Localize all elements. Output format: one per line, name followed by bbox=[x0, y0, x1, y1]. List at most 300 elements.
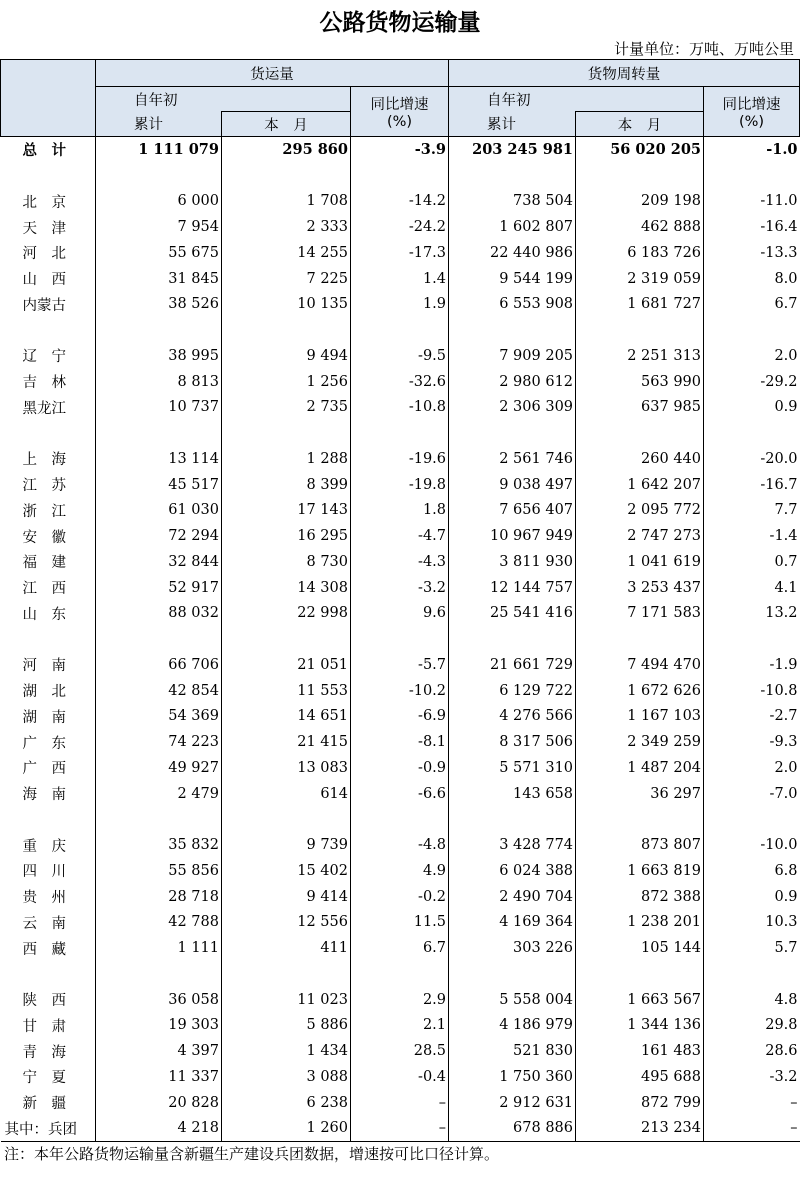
turnover-yoy-cell: -16.4 bbox=[704, 214, 800, 240]
turnover-month-cell: 563 990 bbox=[576, 369, 704, 395]
spacer-cell bbox=[1, 961, 96, 987]
volume-yoy-cell: -4.8 bbox=[351, 832, 449, 858]
turnover-yoy-cell: 0.9 bbox=[704, 884, 800, 910]
volume-month-cell: 1 256 bbox=[222, 369, 351, 395]
table-row bbox=[1, 858, 800, 884]
turnover-yoy-cell: 0.9 bbox=[704, 395, 800, 421]
spacer-cell bbox=[449, 626, 576, 652]
turnover-month-cell: 1 167 103 bbox=[576, 704, 704, 730]
table-body bbox=[1, 137, 800, 1142]
region-name: 重 庆 bbox=[1, 832, 96, 858]
turnover-ytd-cell: 3 428 774 bbox=[449, 832, 576, 858]
table-row bbox=[1, 266, 800, 292]
volume-ytd-cell: 10 737 bbox=[168, 399, 219, 416]
spacer-cell bbox=[351, 961, 449, 987]
volume-ytd-cell: 31 845 bbox=[168, 270, 219, 287]
table-row bbox=[1, 446, 800, 472]
volume-month-cell: 17 143 bbox=[222, 498, 351, 524]
region-name: 江 西 bbox=[1, 575, 96, 601]
spacer-cell bbox=[96, 626, 222, 652]
total-label: 总 计 bbox=[1, 137, 96, 163]
turnover-ytd-cell: 521 830 bbox=[449, 1038, 576, 1064]
yoy-label: 同比增速 bbox=[370, 97, 429, 113]
turnover-month-cell: 2 095 772 bbox=[576, 498, 704, 524]
turnover-ytd-cell: 3 811 930 bbox=[449, 549, 576, 575]
spacer-cell bbox=[704, 420, 800, 446]
turnover-month-cell: 105 144 bbox=[576, 935, 704, 961]
region-name: 青 海 bbox=[1, 1038, 96, 1064]
region-name: 贵 州 bbox=[1, 884, 96, 910]
header-month-turnover: 本 月 bbox=[576, 112, 704, 137]
volume-ytd-cell: 11 337 bbox=[168, 1068, 219, 1085]
turnover-month-cell: 462 888 bbox=[576, 214, 704, 240]
spacer-cell bbox=[449, 317, 576, 343]
region-name: 广 东 bbox=[1, 729, 96, 755]
table-row bbox=[1, 704, 800, 730]
region-name: 云 南 bbox=[1, 910, 96, 936]
volume-yoy-cell: 1.8 bbox=[351, 498, 449, 524]
turnover-yoy-cell: 8.0 bbox=[704, 266, 800, 292]
volume-yoy-cell: -0.4 bbox=[351, 1064, 449, 1090]
volume-yoy-cell: 6.7 bbox=[351, 935, 449, 961]
region-name: 辽 宁 bbox=[1, 343, 96, 369]
table-row bbox=[1, 935, 800, 961]
spacer-cell bbox=[96, 807, 222, 833]
turnover-month-cell: 6 183 726 bbox=[576, 240, 704, 266]
volume-month-cell: 21 051 bbox=[222, 652, 351, 678]
volume-yoy-cell: -24.2 bbox=[351, 214, 449, 240]
header-turnover: 货物周转量 bbox=[449, 60, 800, 87]
spacer-cell bbox=[704, 163, 800, 189]
spacer-cell bbox=[576, 317, 704, 343]
turnover-month-cell: 1 663 819 bbox=[576, 858, 704, 884]
unit-label: 计量单位：万吨、万吨公里 bbox=[613, 40, 794, 58]
volume-yoy-cell: 11.5 bbox=[351, 910, 449, 936]
volume-yoy-cell: -14.2 bbox=[351, 189, 449, 215]
table-row bbox=[1, 755, 800, 781]
volume-yoy-cell: -6.9 bbox=[351, 704, 449, 730]
spacer-cell bbox=[351, 317, 449, 343]
volume-yoy-cell: – bbox=[351, 1090, 449, 1116]
total-volume-yoy: -3.9 bbox=[351, 137, 449, 163]
turnover-ytd-cell: 22 440 986 bbox=[449, 240, 576, 266]
turnover-ytd-cell: 4 276 566 bbox=[449, 704, 576, 730]
spacer-cell bbox=[449, 163, 576, 189]
table-row bbox=[1, 575, 800, 601]
volume-ytd-cell: 6 000 bbox=[177, 193, 219, 210]
volume-ytd-cell: 55 856 bbox=[168, 862, 219, 879]
total-volume-ytd: 1 111 079 bbox=[138, 141, 219, 159]
turnover-month-cell: 495 688 bbox=[576, 1064, 704, 1090]
volume-ytd-cell: 52 917 bbox=[168, 579, 219, 596]
turnover-yoy-cell: -10.8 bbox=[704, 678, 800, 704]
turnover-yoy-cell: 5.7 bbox=[704, 935, 800, 961]
turnover-month-cell: 873 807 bbox=[576, 832, 704, 858]
volume-yoy-cell: 4.9 bbox=[351, 858, 449, 884]
pct-label: (%) bbox=[386, 114, 413, 130]
volume-month-cell: 12 556 bbox=[222, 910, 351, 936]
region-name: 湖 北 bbox=[1, 678, 96, 704]
header-ytd-turnover: 自年初 bbox=[449, 87, 704, 112]
volume-month-cell: 9 414 bbox=[222, 884, 351, 910]
turnover-yoy-cell: -7.0 bbox=[704, 781, 800, 807]
spacer-cell bbox=[351, 420, 449, 446]
turnover-ytd-cell: 2 306 309 bbox=[449, 395, 576, 421]
table-row bbox=[1, 910, 800, 936]
turnover-yoy-cell: – bbox=[704, 1116, 800, 1142]
table-row bbox=[1, 214, 800, 240]
turnover-ytd-cell: 6 129 722 bbox=[449, 678, 576, 704]
turnover-yoy-cell: 6.7 bbox=[704, 292, 800, 318]
volume-yoy-cell: -0.9 bbox=[351, 755, 449, 781]
volume-ytd-cell: 4 397 bbox=[177, 1043, 219, 1060]
spacer-cell bbox=[1, 163, 96, 189]
table-row bbox=[1, 292, 800, 318]
volume-ytd-cell: 88 032 bbox=[168, 605, 219, 622]
turnover-month-cell: 213 234 bbox=[576, 1116, 704, 1142]
volume-month-cell: 13 083 bbox=[222, 755, 351, 781]
turnover-month-cell: 1 487 204 bbox=[576, 755, 704, 781]
turnover-month-cell: 1 672 626 bbox=[576, 678, 704, 704]
turnover-yoy-cell: -1.9 bbox=[704, 652, 800, 678]
volume-ytd-cell: 36 058 bbox=[168, 991, 219, 1008]
total-turnover-ytd: 203 245 981 bbox=[449, 137, 576, 163]
volume-ytd-cell: 66 706 bbox=[168, 656, 219, 673]
region-name: 山 西 bbox=[1, 266, 96, 292]
turnover-ytd-cell: 8 317 506 bbox=[449, 729, 576, 755]
volume-yoy-cell: -4.3 bbox=[351, 549, 449, 575]
turnover-ytd-cell: 1 750 360 bbox=[449, 1064, 576, 1090]
volume-yoy-cell: – bbox=[351, 1116, 449, 1142]
region-name: 吉 林 bbox=[1, 369, 96, 395]
volume-ytd-cell: 74 223 bbox=[168, 734, 219, 751]
spacer-row bbox=[1, 807, 800, 833]
header-region bbox=[1, 60, 96, 137]
volume-month-cell: 22 998 bbox=[222, 601, 351, 627]
region-name: 江 苏 bbox=[1, 472, 96, 498]
volume-ytd-cell: 7 954 bbox=[177, 219, 219, 236]
volume-month-cell: 9 739 bbox=[222, 832, 351, 858]
turnover-ytd-cell: 2 490 704 bbox=[449, 884, 576, 910]
volume-month-cell: 8 730 bbox=[222, 549, 351, 575]
volume-ytd-cell: 72 294 bbox=[168, 528, 219, 545]
turnover-ytd-cell: 9 038 497 bbox=[449, 472, 576, 498]
turnover-month-cell: 1 344 136 bbox=[576, 1013, 704, 1039]
turnover-month-cell: 1 663 567 bbox=[576, 987, 704, 1013]
region-name: 四 川 bbox=[1, 858, 96, 884]
turnover-ytd-cell: 738 504 bbox=[449, 189, 576, 215]
region-name: 黑龙江 bbox=[1, 395, 96, 421]
volume-yoy-cell: -4.7 bbox=[351, 523, 449, 549]
header-ytd-volume: 自年初 bbox=[96, 87, 351, 112]
region-name: 福 建 bbox=[1, 549, 96, 575]
spacer-row bbox=[1, 961, 800, 987]
spacer-cell bbox=[1, 317, 96, 343]
turnover-yoy-cell: -11.0 bbox=[704, 189, 800, 215]
region-name: 宁 夏 bbox=[1, 1064, 96, 1090]
turnover-yoy-cell: -16.7 bbox=[704, 472, 800, 498]
header-cumulative-turnover: 累计 bbox=[449, 112, 576, 137]
turnover-month-cell: 872 388 bbox=[576, 884, 704, 910]
volume-yoy-cell: -8.1 bbox=[351, 729, 449, 755]
region-name: 陕 西 bbox=[1, 987, 96, 1013]
turnover-month-cell: 161 483 bbox=[576, 1038, 704, 1064]
turnover-yoy-cell: 6.8 bbox=[704, 858, 800, 884]
turnover-ytd-cell: 7 909 205 bbox=[449, 343, 576, 369]
spacer-cell bbox=[222, 961, 351, 987]
spacer-row bbox=[1, 163, 800, 189]
volume-month-cell: 1 708 bbox=[222, 189, 351, 215]
region-name: 西 藏 bbox=[1, 935, 96, 961]
spacer-cell bbox=[576, 626, 704, 652]
turnover-yoy-cell: -10.0 bbox=[704, 832, 800, 858]
turnover-ytd-cell: 303 226 bbox=[449, 935, 576, 961]
spacer-cell bbox=[449, 961, 576, 987]
table-row bbox=[1, 832, 800, 858]
volume-month-cell: 3 088 bbox=[222, 1064, 351, 1090]
volume-ytd-cell: 55 675 bbox=[168, 244, 219, 261]
volume-yoy-cell: -6.6 bbox=[351, 781, 449, 807]
turnover-yoy-cell: 28.6 bbox=[704, 1038, 800, 1064]
volume-month-cell: 14 255 bbox=[222, 240, 351, 266]
spacer-row bbox=[1, 420, 800, 446]
volume-yoy-cell: 28.5 bbox=[351, 1038, 449, 1064]
volume-month-cell: 8 399 bbox=[222, 472, 351, 498]
volume-month-cell: 2 333 bbox=[222, 214, 351, 240]
region-name: 广 西 bbox=[1, 755, 96, 781]
volume-yoy-cell: -5.7 bbox=[351, 652, 449, 678]
turnover-ytd-cell: 2 561 746 bbox=[449, 446, 576, 472]
turnover-month-cell: 260 440 bbox=[576, 446, 704, 472]
table-row bbox=[1, 549, 800, 575]
table-row bbox=[1, 1038, 800, 1064]
region-name: 山 东 bbox=[1, 601, 96, 627]
volume-month-cell: 21 415 bbox=[222, 729, 351, 755]
table-row bbox=[1, 523, 800, 549]
volume-month-cell: 411 bbox=[222, 935, 351, 961]
spacer-cell bbox=[449, 420, 576, 446]
table-row bbox=[1, 781, 800, 807]
turnover-month-cell: 7 494 470 bbox=[576, 652, 704, 678]
volume-ytd-cell: 2 479 bbox=[177, 785, 219, 802]
spacer-cell bbox=[576, 163, 704, 189]
region-name: 河 南 bbox=[1, 652, 96, 678]
table-row bbox=[1, 884, 800, 910]
spacer-cell bbox=[222, 420, 351, 446]
turnover-ytd-cell: 6 553 908 bbox=[449, 292, 576, 318]
region-name: 北 京 bbox=[1, 189, 96, 215]
header-month-volume: 本 月 bbox=[222, 112, 351, 137]
region-name: 甘 肃 bbox=[1, 1013, 96, 1039]
volume-month-cell: 2 735 bbox=[222, 395, 351, 421]
spacer-cell bbox=[1, 420, 96, 446]
spacer-cell bbox=[222, 163, 351, 189]
volume-month-cell: 1 260 bbox=[222, 1116, 351, 1142]
turnover-ytd-cell: 5 571 310 bbox=[449, 755, 576, 781]
spacer-cell bbox=[704, 626, 800, 652]
turnover-ytd-cell: 9 544 199 bbox=[449, 266, 576, 292]
volume-ytd-cell: 1 111 bbox=[177, 940, 219, 957]
turnover-month-cell: 2 319 059 bbox=[576, 266, 704, 292]
volume-ytd-cell: 13 114 bbox=[168, 450, 219, 467]
header-yoy-turnover bbox=[704, 87, 800, 137]
volume-yoy-cell: -32.6 bbox=[351, 369, 449, 395]
turnover-ytd-cell: 12 144 757 bbox=[449, 575, 576, 601]
header-freight-volume: 货运量 bbox=[96, 60, 449, 87]
volume-yoy-cell: -9.5 bbox=[351, 343, 449, 369]
spacer-cell bbox=[704, 961, 800, 987]
region-name: 上 海 bbox=[1, 446, 96, 472]
volume-yoy-cell: -3.2 bbox=[351, 575, 449, 601]
volume-yoy-cell: 1.4 bbox=[351, 266, 449, 292]
volume-month-cell: 7 225 bbox=[222, 266, 351, 292]
table-row bbox=[1, 343, 800, 369]
volume-ytd-cell: 42 788 bbox=[168, 914, 219, 931]
volume-month-cell: 14 308 bbox=[222, 575, 351, 601]
freight-table bbox=[0, 59, 800, 1142]
volume-ytd-cell: 38 995 bbox=[168, 347, 219, 364]
turnover-ytd-cell: 678 886 bbox=[449, 1116, 576, 1142]
table-row bbox=[1, 369, 800, 395]
header-cumulative-volume: 累计 bbox=[96, 112, 222, 137]
turnover-month-cell: 872 799 bbox=[576, 1090, 704, 1116]
table-row bbox=[1, 678, 800, 704]
turnover-month-cell: 7 171 583 bbox=[576, 601, 704, 627]
turnover-yoy-cell: 4.1 bbox=[704, 575, 800, 601]
spacer-cell bbox=[1, 807, 96, 833]
turnover-yoy-cell: -13.3 bbox=[704, 240, 800, 266]
region-name: 其中：兵团 bbox=[1, 1116, 96, 1142]
spacer-cell bbox=[222, 317, 351, 343]
spacer-cell bbox=[1, 626, 96, 652]
turnover-ytd-cell: 6 024 388 bbox=[449, 858, 576, 884]
volume-month-cell: 15 402 bbox=[222, 858, 351, 884]
volume-month-cell: 6 238 bbox=[222, 1090, 351, 1116]
spacer-cell bbox=[351, 807, 449, 833]
header-yoy-volume bbox=[351, 87, 449, 137]
turnover-ytd-cell: 4 186 979 bbox=[449, 1013, 576, 1039]
spacer-cell bbox=[222, 807, 351, 833]
footnote: 注：本年公路货物运输量含新疆生产建设兵团数据，增速按可比口径计算。 bbox=[4, 1145, 500, 1163]
table-row bbox=[1, 189, 800, 215]
table-row bbox=[1, 652, 800, 678]
turnover-yoy-cell: 13.2 bbox=[704, 601, 800, 627]
volume-yoy-cell: 9.6 bbox=[351, 601, 449, 627]
turnover-ytd-cell: 143 658 bbox=[449, 781, 576, 807]
turnover-yoy-cell: -3.2 bbox=[704, 1064, 800, 1090]
turnover-yoy-cell: 4.8 bbox=[704, 987, 800, 1013]
turnover-month-cell: 1 642 207 bbox=[576, 472, 704, 498]
table-row bbox=[1, 601, 800, 627]
spacer-cell bbox=[96, 420, 222, 446]
table-row bbox=[1, 1090, 800, 1116]
volume-ytd-cell: 42 854 bbox=[168, 682, 219, 699]
volume-yoy-cell: -19.6 bbox=[351, 446, 449, 472]
turnover-yoy-cell: -2.7 bbox=[704, 704, 800, 730]
turnover-yoy-cell: 7.7 bbox=[704, 498, 800, 524]
volume-yoy-cell: -10.2 bbox=[351, 678, 449, 704]
volume-month-cell: 16 295 bbox=[222, 523, 351, 549]
region-name: 浙 江 bbox=[1, 498, 96, 524]
volume-month-cell: 1 434 bbox=[222, 1038, 351, 1064]
volume-month-cell: 14 651 bbox=[222, 704, 351, 730]
volume-month-cell: 11 023 bbox=[222, 987, 351, 1013]
volume-ytd-cell: 28 718 bbox=[168, 888, 219, 905]
region-name: 天 津 bbox=[1, 214, 96, 240]
table-row bbox=[1, 987, 800, 1013]
region-name: 湖 南 bbox=[1, 704, 96, 730]
turnover-month-cell: 2 251 313 bbox=[576, 343, 704, 369]
spacer-cell bbox=[351, 163, 449, 189]
turnover-yoy-cell: -1.4 bbox=[704, 523, 800, 549]
volume-yoy-cell: 1.9 bbox=[351, 292, 449, 318]
pct-label: (%) bbox=[738, 114, 765, 130]
volume-ytd-cell: 32 844 bbox=[168, 553, 219, 570]
turnover-month-cell: 637 985 bbox=[576, 395, 704, 421]
volume-month-cell: 9 494 bbox=[222, 343, 351, 369]
volume-month-cell: 11 553 bbox=[222, 678, 351, 704]
volume-yoy-cell: -10.8 bbox=[351, 395, 449, 421]
spacer-cell bbox=[704, 317, 800, 343]
turnover-ytd-cell: 10 967 949 bbox=[449, 523, 576, 549]
spacer-cell bbox=[576, 420, 704, 446]
volume-ytd-cell: 61 030 bbox=[168, 502, 219, 519]
total-turnover-month: 56 020 205 bbox=[576, 137, 704, 163]
volume-yoy-cell: 2.1 bbox=[351, 1013, 449, 1039]
turnover-ytd-cell: 2 980 612 bbox=[449, 369, 576, 395]
turnover-yoy-cell: -20.0 bbox=[704, 446, 800, 472]
table-row bbox=[1, 498, 800, 524]
volume-ytd-cell: 8 813 bbox=[177, 373, 219, 390]
volume-month-cell: 10 135 bbox=[222, 292, 351, 318]
volume-month-cell: 1 288 bbox=[222, 446, 351, 472]
turnover-yoy-cell: 29.8 bbox=[704, 1013, 800, 1039]
table-row bbox=[1, 1116, 800, 1142]
table-row bbox=[1, 729, 800, 755]
volume-ytd-cell: 38 526 bbox=[168, 296, 219, 313]
turnover-yoy-cell: 10.3 bbox=[704, 910, 800, 936]
volume-yoy-cell: 2.9 bbox=[351, 987, 449, 1013]
table-row bbox=[1, 240, 800, 266]
table-row bbox=[1, 1013, 800, 1039]
spacer-row bbox=[1, 626, 800, 652]
spacer-cell bbox=[222, 626, 351, 652]
spacer-cell bbox=[96, 317, 222, 343]
turnover-yoy-cell: 0.7 bbox=[704, 549, 800, 575]
turnover-ytd-cell: 25 541 416 bbox=[449, 601, 576, 627]
region-name: 安 徽 bbox=[1, 523, 96, 549]
total-volume-month: 295 860 bbox=[222, 137, 351, 163]
turnover-month-cell: 3 253 437 bbox=[576, 575, 704, 601]
turnover-ytd-cell: 21 661 729 bbox=[449, 652, 576, 678]
volume-ytd-cell: 20 828 bbox=[168, 1094, 219, 1111]
turnover-ytd-cell: 4 169 364 bbox=[449, 910, 576, 936]
total-turnover-yoy: -1.0 bbox=[704, 137, 800, 163]
volume-yoy-cell: -19.8 bbox=[351, 472, 449, 498]
volume-ytd-cell: 35 832 bbox=[168, 837, 219, 854]
turnover-yoy-cell: -9.3 bbox=[704, 729, 800, 755]
yoy-label: 同比增速 bbox=[722, 97, 781, 113]
region-name: 河 北 bbox=[1, 240, 96, 266]
page-title: 公路货物运输量 bbox=[319, 10, 481, 36]
turnover-ytd-cell: 1 602 807 bbox=[449, 214, 576, 240]
turnover-month-cell: 1 238 201 bbox=[576, 910, 704, 936]
turnover-month-cell: 36 297 bbox=[576, 781, 704, 807]
turnover-month-cell: 1 041 619 bbox=[576, 549, 704, 575]
turnover-month-cell: 209 198 bbox=[576, 189, 704, 215]
turnover-month-cell: 2 349 259 bbox=[576, 729, 704, 755]
turnover-yoy-cell: 2.0 bbox=[704, 343, 800, 369]
